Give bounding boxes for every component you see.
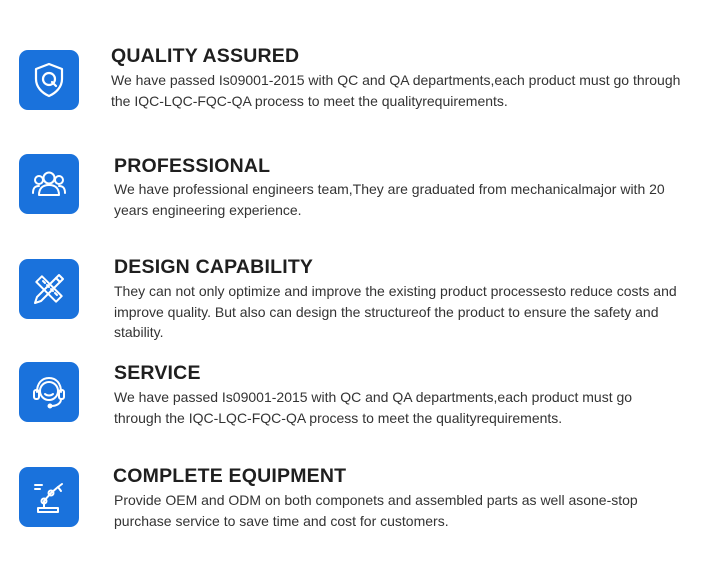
team-people-icon [19, 154, 79, 214]
feature-description: They can not only optimize and improve the existing product processesto reduce costs and improve quality. But also can design the structureof the product to ensure the safety and stability. [114, 283, 677, 340]
feature-title: DESIGN CAPABILITY [114, 256, 314, 278]
pencil-ruler-icon [19, 259, 79, 319]
shield-q-icon [19, 50, 79, 110]
feature-title: COMPLETE EQUIPMENT [113, 465, 347, 487]
feature-description: We have passed Is09001-2015 with QC and QA departments,each product must go through the IQC-LQC-FQC-QA process to meet the qualityrequirements. [114, 389, 633, 426]
robot-arm-icon [19, 467, 79, 527]
feature-description: We have passed Is09001-2015 with QC and QA departments,each product must go through the IQC-LQC-FQC-QA process to meet the qualityrequirements. [111, 72, 681, 109]
feature-description: Provide OEM and ODM on both componets and assembled parts as well asone-stop purchase service to save time and cost for customers. [114, 492, 638, 529]
headset-support-icon [19, 362, 79, 422]
feature-title: SERVICE [114, 362, 201, 384]
feature-title: PROFESSIONAL [114, 155, 271, 177]
feature-title: QUALITY ASSURED [111, 45, 300, 67]
feature-description: We have professional engineers team,They are graduated from mechanicalmajor with 20 years engineering experience. [114, 181, 665, 218]
